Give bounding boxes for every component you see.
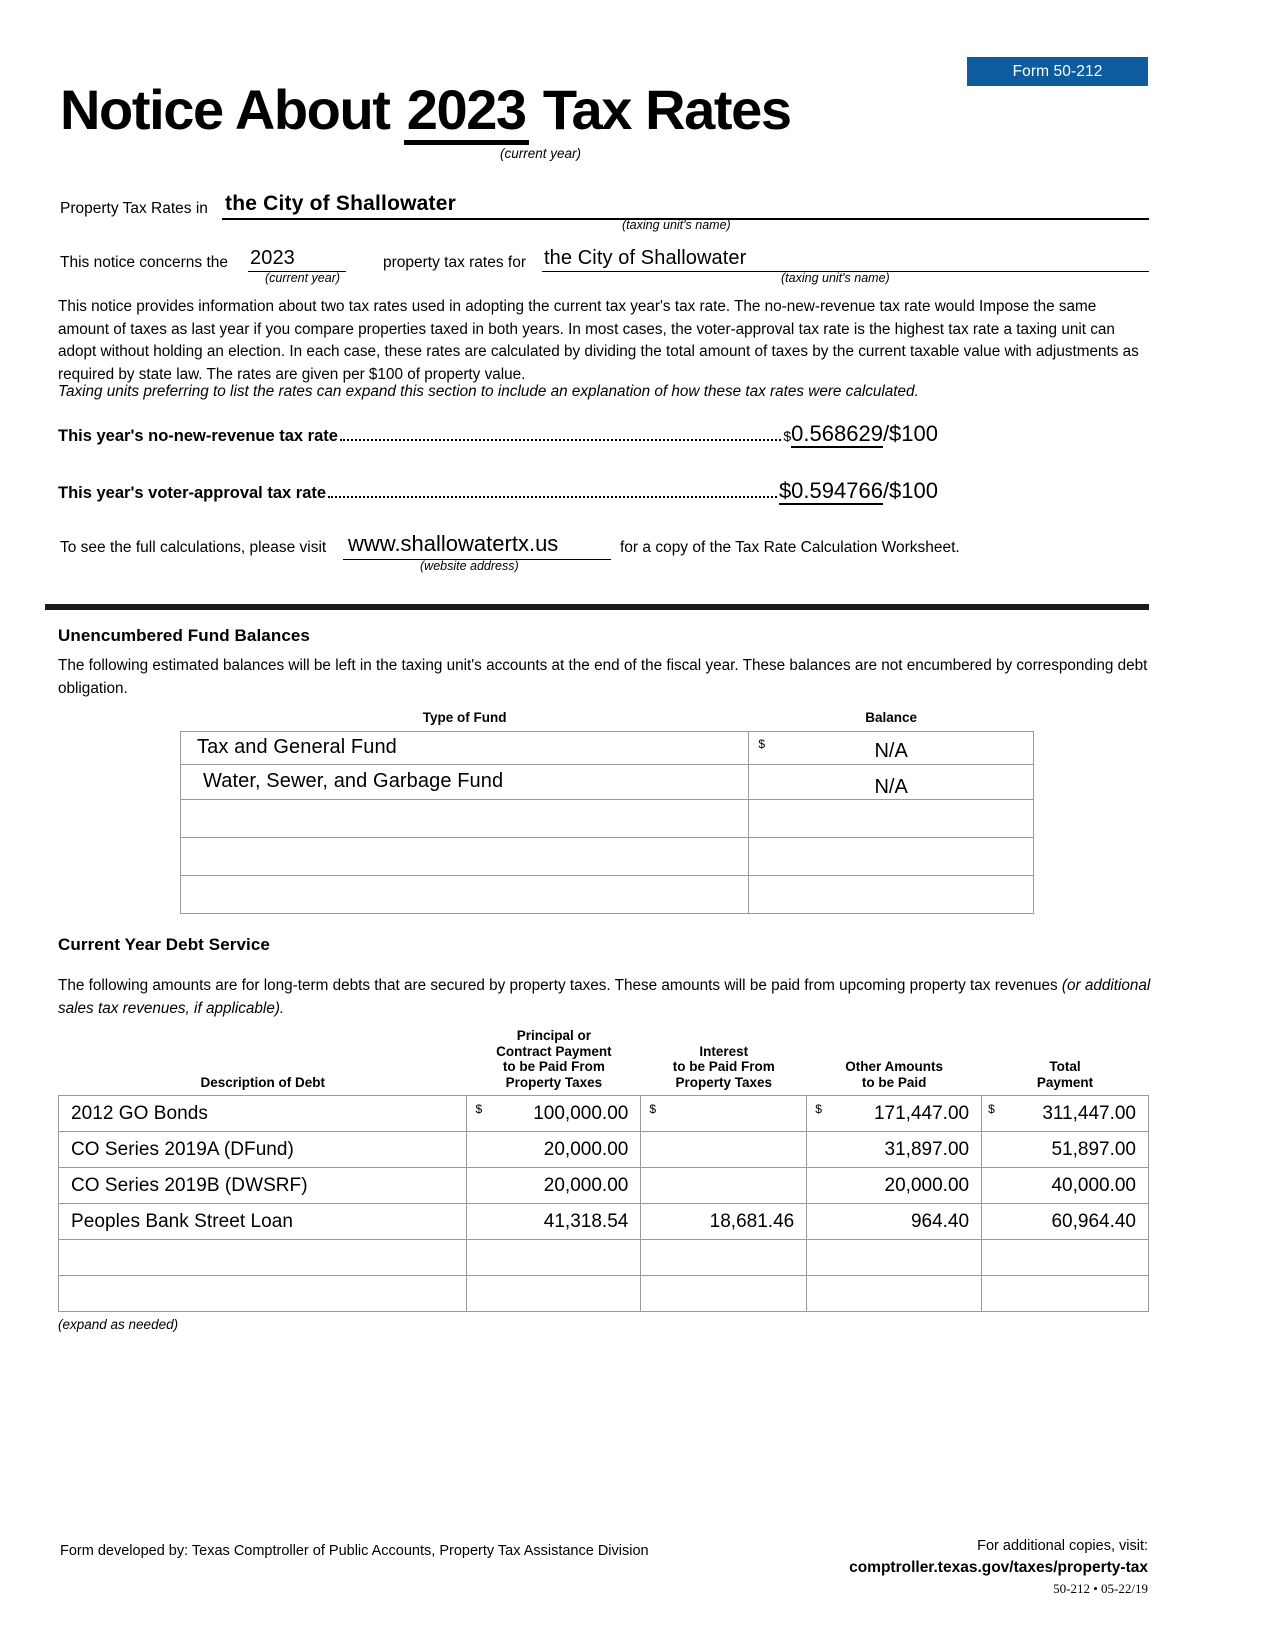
voter-approval-rate-value[interactable] — [779, 478, 938, 504]
debt-interest-cell[interactable] — [641, 1168, 807, 1204]
footer-form-revision: 50-212 • 05-22/19 — [1053, 1581, 1148, 1596]
page-title-block — [60, 78, 1160, 161]
fund-balance-cell[interactable] — [749, 731, 1034, 764]
debt-principal-cell[interactable]: 41,318.54 — [467, 1204, 641, 1240]
table-row — [181, 837, 1034, 875]
debt-interest-cell[interactable] — [641, 1276, 807, 1312]
debt-service-description — [58, 975, 1151, 1020]
debt-description-cell[interactable] — [59, 1240, 467, 1276]
fund-table-col-type: Type of Fund — [422, 710, 507, 725]
website-line-suffix: for a copy of the Tax Rate Calculation Worksheet. — [620, 539, 960, 556]
fund-name-cell[interactable] — [181, 837, 749, 875]
current-year-caption: (current year) — [265, 271, 341, 285]
debt-col-interest: Interest to be Paid From Property Taxes — [672, 1043, 775, 1090]
fund-balance-cell[interactable] — [749, 799, 1034, 837]
debt-desc-plain: The following amounts are for long-term debts that are secured by property taxes. These amounts will be paid from upcoming property tax revenues — [58, 977, 1062, 994]
page-title — [60, 78, 1160, 145]
table-row — [59, 1240, 1149, 1276]
taxing-unit-caption-1: (taxing unit's name) — [622, 218, 731, 232]
debt-description-cell[interactable]: Peoples Bank Street Loan — [59, 1204, 467, 1240]
current-year-field[interactable]: 2023 — [250, 247, 295, 269]
fund-balance-cell[interactable] — [749, 875, 1034, 913]
debt-description-cell[interactable]: CO Series 2019A (DFund) — [59, 1132, 467, 1168]
debt-other-cell[interactable]: 31,897.00 — [807, 1132, 982, 1168]
dollar-sign: $ — [649, 1102, 657, 1116]
property-tax-rates-in-label: Property Tax Rates in — [60, 200, 208, 217]
fund-balance-value[interactable]: N/A — [874, 775, 908, 798]
debt-principal-cell[interactable] — [467, 1276, 641, 1312]
debt-service-table — [58, 1028, 1149, 1312]
debt-total-cell[interactable]: 60,964.40 — [982, 1204, 1149, 1240]
debt-other-cell[interactable]: 964.40 — [807, 1204, 982, 1240]
debt-total-cell[interactable] — [982, 1276, 1149, 1312]
debt-description-cell[interactable]: 2012 GO Bonds — [59, 1096, 467, 1132]
debt-total-cell[interactable] — [982, 1240, 1149, 1276]
title-year-field[interactable]: 2023 — [404, 82, 529, 145]
table-row — [181, 731, 1034, 764]
debt-principal-cell[interactable]: 20,000.00 — [467, 1168, 641, 1204]
debt-interest-cell[interactable] — [641, 1132, 807, 1168]
va-per-100: /$100 — [882, 478, 938, 503]
debt-other-cell[interactable]: 20,000.00 — [807, 1168, 982, 1204]
debt-other-cell[interactable] — [807, 1240, 982, 1276]
debt-interest-cell[interactable]: 18,681.46 — [641, 1204, 807, 1240]
taxing-unit-caption-2: (taxing unit's name) — [781, 271, 890, 285]
fund-name-cell[interactable]: Water, Sewer, and Garbage Fund — [181, 764, 749, 799]
footer-copies-block — [849, 1536, 1148, 1599]
table-row — [181, 764, 1034, 799]
debt-col-description: Description of Debt — [200, 1074, 325, 1090]
value[interactable]: 311,447.00 — [1042, 1102, 1136, 1124]
debt-interest-cell[interactable] — [641, 1240, 807, 1276]
debt-col-principal: Principal or Contract Payment to be Paid From Property Taxes — [496, 1028, 612, 1090]
voter-approval-rate-row — [58, 478, 938, 504]
debt-col-total: Total Payment — [1036, 1059, 1094, 1090]
debt-other-cell[interactable] — [807, 1096, 982, 1132]
debt-description-cell[interactable] — [59, 1276, 467, 1312]
debt-desc-italic: (or additional sales tax revenues, if applicable). — [58, 977, 1151, 1017]
va-amount[interactable]: $0.594766 — [778, 478, 883, 503]
table-row — [59, 1204, 1149, 1240]
table-row — [59, 1168, 1149, 1204]
footer-developed-by: Form developed by: Texas Comptroller of Public Accounts, Property Tax Assistance Division — [60, 1543, 649, 1559]
table-row — [59, 1132, 1149, 1168]
no-new-revenue-rate-value[interactable] — [783, 421, 938, 447]
title-year-caption: (current year) — [500, 146, 582, 161]
title-prefix: Notice About — [60, 78, 404, 141]
no-new-revenue-rate-row — [58, 421, 938, 447]
value[interactable]: 100,000.00 — [533, 1102, 629, 1124]
table-row — [59, 1096, 1149, 1132]
debt-total-cell[interactable]: 40,000.00 — [982, 1168, 1149, 1204]
fund-balance-cell[interactable] — [749, 764, 1034, 799]
fund-table-col-balance: Balance — [865, 710, 918, 725]
fund-balance-value[interactable]: N/A — [874, 739, 908, 762]
table-row — [181, 875, 1034, 913]
dollar-sign: $ — [815, 1102, 822, 1116]
form-number-badge: Form 50-212 — [967, 57, 1148, 86]
debt-principal-cell[interactable] — [467, 1240, 641, 1276]
title-suffix: Tax Rates — [528, 78, 791, 141]
debt-principal-cell[interactable] — [467, 1096, 641, 1132]
this-notice-concerns-label: This notice concerns the — [60, 254, 229, 271]
fund-name-cell[interactable] — [181, 875, 749, 913]
unencumbered-heading: Unencumbered Fund Balances — [58, 626, 310, 645]
debt-total-cell[interactable]: 51,897.00 — [982, 1132, 1149, 1168]
website-line-prefix: To see the full calculations, please visit — [60, 539, 327, 556]
debt-other-cell[interactable] — [807, 1276, 982, 1312]
table-row — [181, 799, 1034, 837]
debt-interest-cell[interactable] — [641, 1096, 807, 1132]
value[interactable]: 171,447.00 — [873, 1102, 970, 1124]
intro-paragraph: This notice provides information about two tax rates used in adopting the current tax year's tax rate. The no-new-revenue tax rate would Impose the same amount of taxes as last year if you compare properties taxed in both years. In most cases, the voter-approval tax rate is the highest tax rate a taxing unit can adopt without holding an election. In each case, these rates are calculated by dividing the total amount of taxes by the current taxable value with adjustments as required by state law. The rates are given per $100 of property value. — [58, 298, 1139, 383]
dollar-sign: $ — [783, 428, 792, 444]
leader-dots — [340, 439, 781, 441]
unencumbered-description: The following estimated balances will be left in the taxing unit's accounts at the end of the fiscal year. These balances are not encumbered by corresponding debt obligation. — [58, 657, 1148, 697]
nnr-amount[interactable]: 0.568629 — [791, 421, 883, 446]
footer-comptroller-url[interactable]: comptroller.texas.gov/taxes/property-tax — [849, 1559, 1148, 1576]
debt-description-cell[interactable]: CO Series 2019B (DWSRF) — [59, 1168, 467, 1204]
dollar-sign: $ — [758, 736, 766, 751]
debt-total-cell[interactable] — [982, 1096, 1149, 1132]
fund-name-cell[interactable] — [181, 799, 749, 837]
debt-col-other: Other Amounts to be Paid — [845, 1059, 944, 1090]
dollar-sign: $ — [475, 1102, 483, 1116]
property-tax-rates-for-label: property tax rates for — [383, 254, 527, 271]
voter-approval-rate-label: This year's voter-approval tax rate — [58, 484, 327, 502]
expand-section-note: Taxing units preferring to list the rates can expand this section to include an explanation of how these tax rates were calculated. — [58, 383, 919, 400]
website-address-field[interactable]: www.shallowatertx.us — [348, 531, 559, 556]
taxing-unit-name-field-2[interactable]: the City of Shallowater — [544, 247, 747, 269]
nnr-per-100: /$100 — [882, 421, 938, 446]
leader-dots — [328, 496, 777, 498]
debt-service-heading: Current Year Debt Service — [58, 935, 270, 954]
fund-name-cell[interactable]: Tax and General Fund — [181, 731, 749, 764]
table-row — [59, 1276, 1149, 1312]
fund-balance-cell[interactable] — [749, 837, 1034, 875]
expand-as-needed-note: (expand as needed) — [58, 1317, 179, 1332]
taxing-unit-name-field-1[interactable]: the City of Shallowater — [225, 192, 456, 215]
debt-principal-cell[interactable]: 20,000.00 — [467, 1132, 641, 1168]
footer-copies-line1: For additional copies, visit: — [977, 1538, 1148, 1554]
unencumbered-fund-table — [180, 710, 1034, 914]
section-divider — [45, 604, 1149, 610]
website-caption: (website address) — [420, 559, 519, 573]
no-new-revenue-rate-label: This year's no-new-revenue tax rate — [58, 427, 338, 445]
dollar-sign: $ — [988, 1102, 995, 1116]
